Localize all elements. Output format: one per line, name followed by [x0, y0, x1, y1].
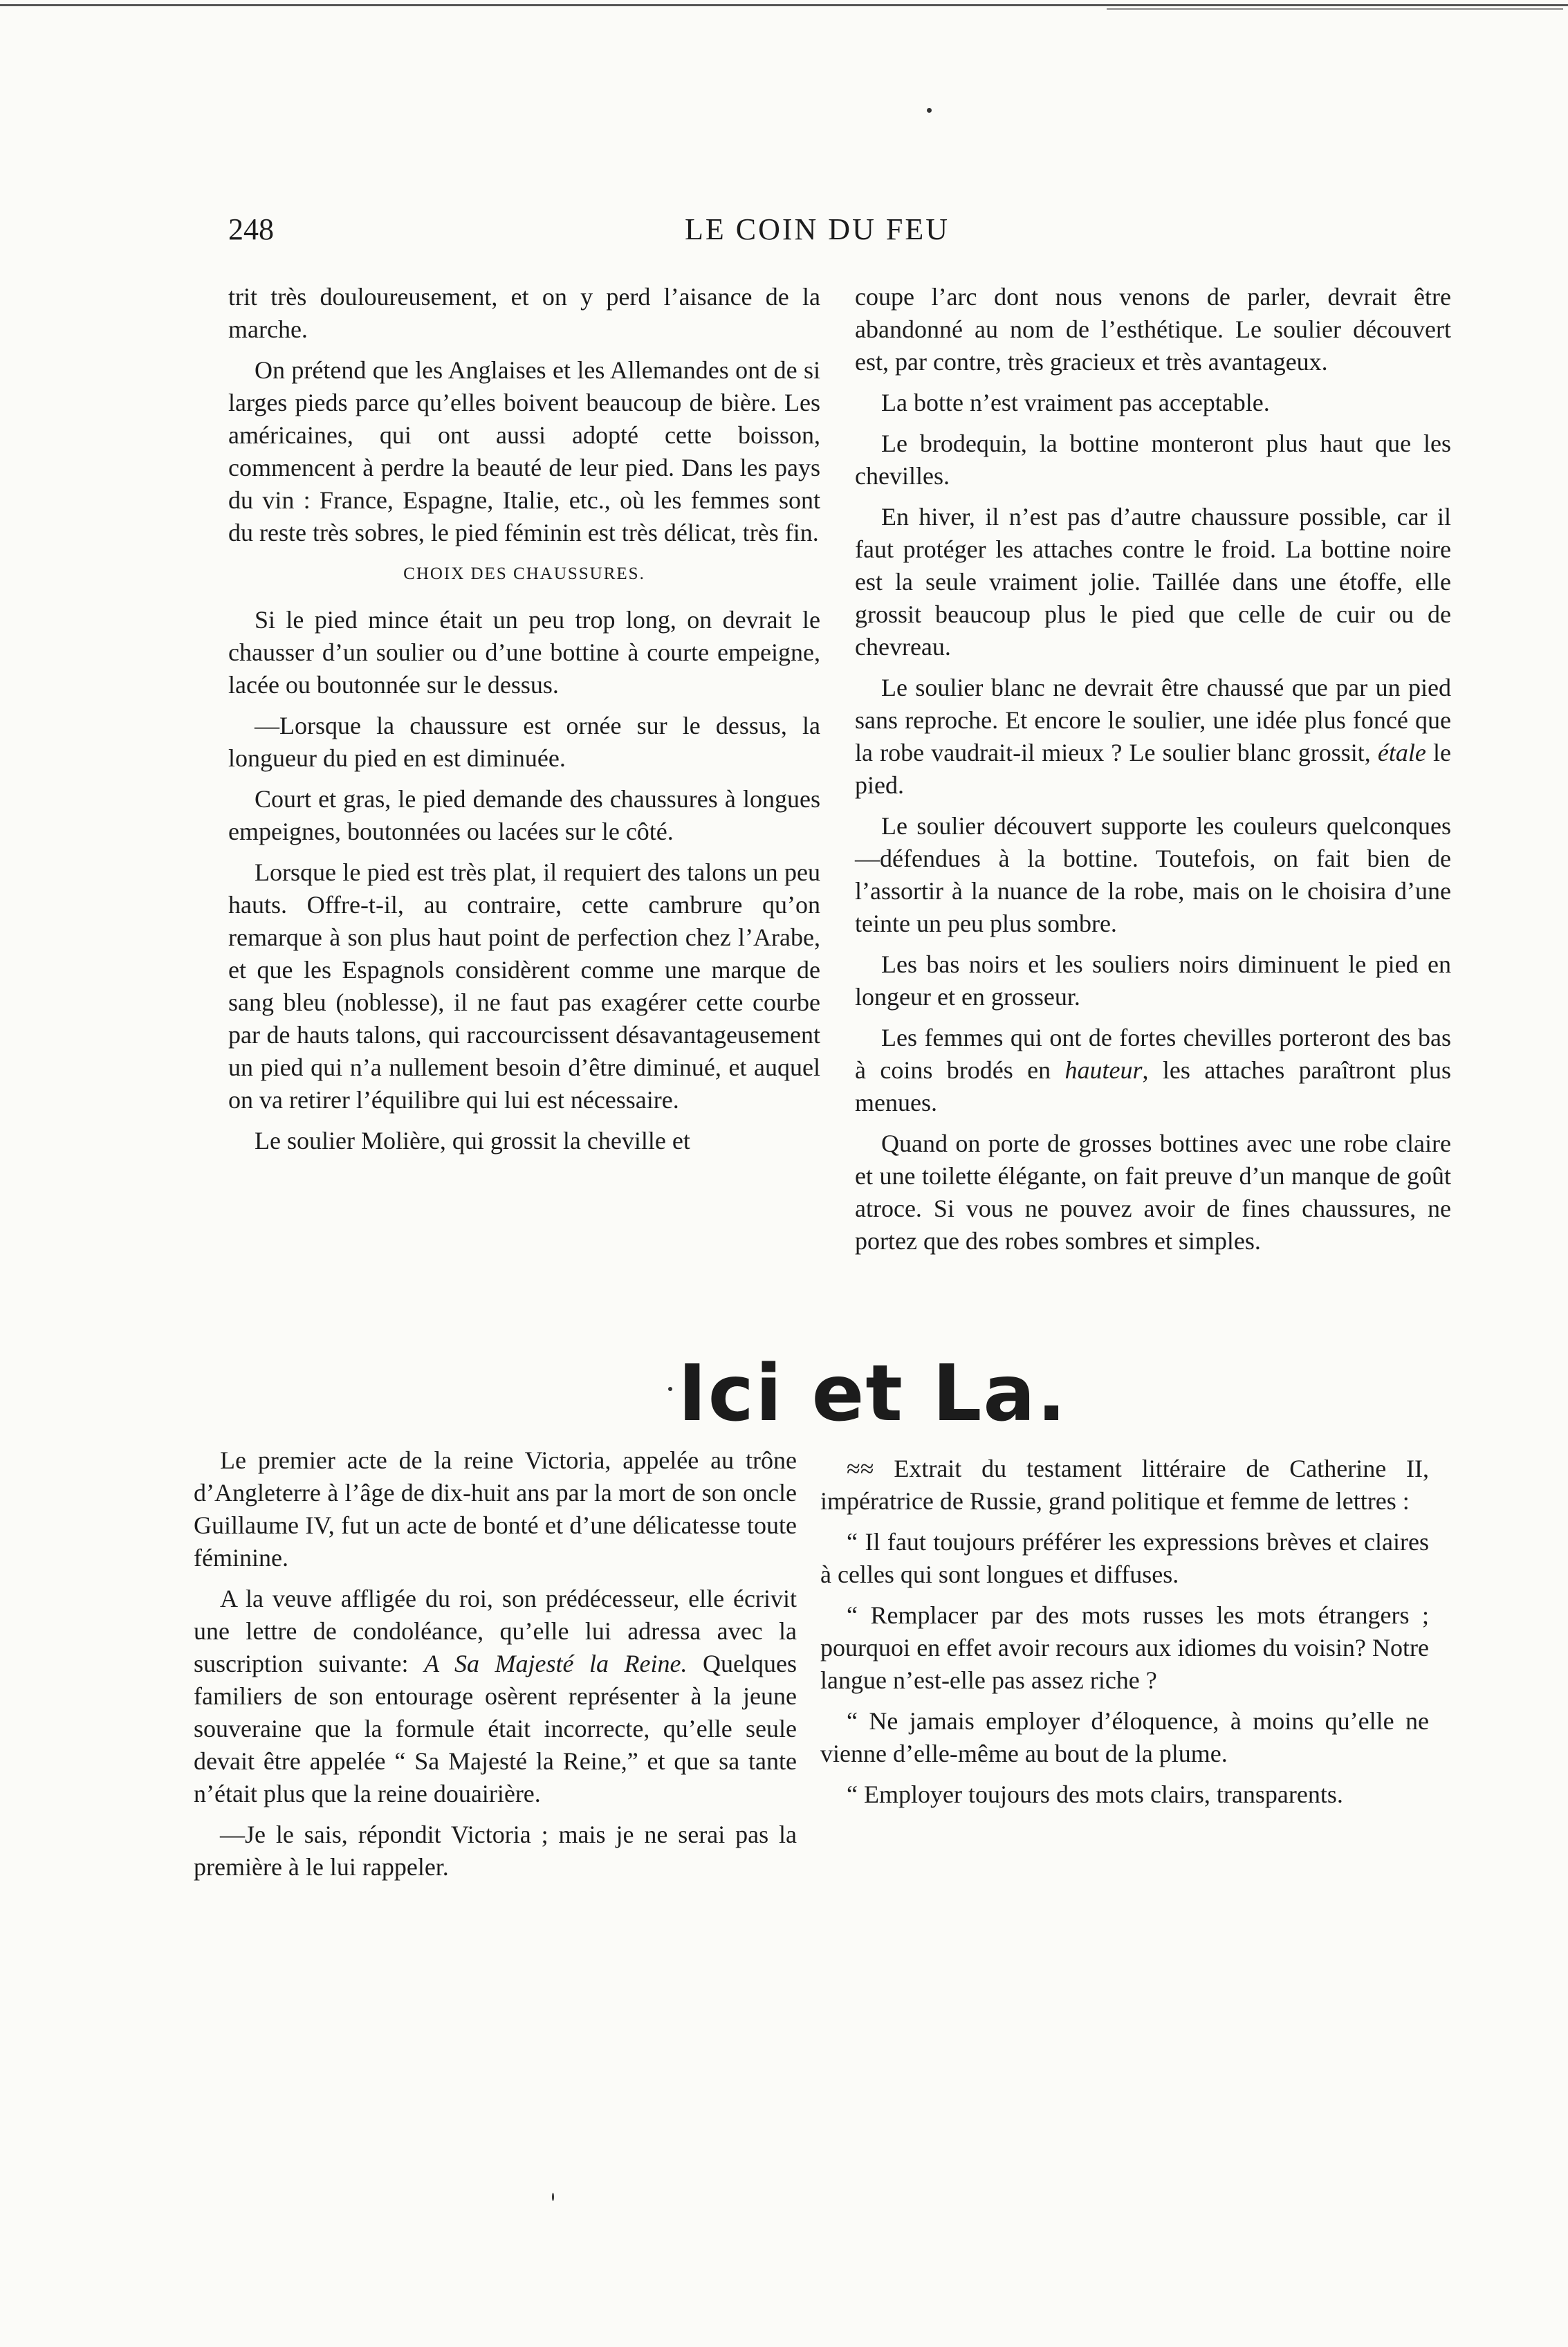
paragraph: “ Employer toujours des mots clairs, transparents.	[847, 1780, 1343, 1808]
text-run: Les femmes qui ont de fortes chevilles porteront des bas à coins brodés en	[855, 1024, 1451, 1084]
paragraph: “ Il faut toujours préférer les expressions brèves et claires à celles qui sont longues et diffuses.	[820, 1528, 1429, 1588]
text-run: A la veuve affligée du roi, son prédécesseur, elle écrivit une lettre de condoléance, qu’elle lui adressa avec la suscription suivante:	[194, 1585, 797, 1677]
text-run: le pied.	[855, 739, 1451, 799]
left-column-top	[228, 281, 820, 1166]
section-title: Ici et La.	[678, 1349, 1068, 1439]
paragraph	[855, 1022, 1451, 1119]
italic-phrase: A Sa Majesté la Reine.	[424, 1650, 688, 1677]
italic-word: hauteur	[1064, 1056, 1143, 1084]
text-run: Le soulier blanc ne devrait être chaussé que par un pied sans reproche. Et encore le soulier, une idée plus foncé que la robe vaudrait-il mieux ? Le soulier blanc grossit,	[855, 674, 1451, 766]
paragraph: Le soulier découvert supporte les couleurs quelconques—défendues à la bottine. Toutefois, on fait bien de l’assortir à la nuance de la robe, mais on le choisira d’une teinte un peu plus sombre.	[855, 812, 1451, 937]
paragraph: —Je le sais, répondit Victoria ; mais je ne serai pas la première à le lui rappeler.	[194, 1821, 797, 1881]
paragraph: ≈≈ Extrait du testament littéraire de Catherine II, impératrice de Russie, grand politique et femme de lettres :	[820, 1455, 1429, 1515]
top-edge-rule-secondary	[1107, 8, 1563, 10]
page-number: 248	[228, 212, 274, 246]
italic-word: étale	[1377, 739, 1426, 766]
paragraph: Le premier acte de la reine Victoria, appelée au trône d’Angleterre à l’âge de dix-huit ans par la mort de son oncle Guillaume IV, fut un acte de bonté et d’une délicatesse toute féminine.	[194, 1446, 797, 1572]
top-edge-rule	[0, 4, 1568, 6]
paragraph: Lorsque le pied est très plat, il requiert des talons un peu hauts. Offre-t-il, au contraire, cette cambrure qu’on remarque à son plus haut point de perfection chez l’Arabe, et que les Espagnols considèrent comme une marque de sang bleu (noblesse), il ne faut pas exagérer cette courbe par de hauts talons, qui raccourcissent désavantageusement un pied qui n’a nullement besoin d’être diminué, et auquel on va retirer l’équilibre qui lui est nécessaire.	[228, 858, 820, 1114]
paragraph: Quand on porte de grosses bottines avec une robe claire et une toilette élégante, on fait preuve d’un manque de goût atroce. Si vous ne pouvez avoir de fines chaussures, ne portez que des robes sombres et simples.	[855, 1130, 1451, 1255]
running-header: LE COIN DU FEU	[685, 212, 950, 246]
paragraph: Court et gras, le pied demande des chaussures à longues empeignes, boutonnées ou lacées sur le côté.	[228, 785, 820, 845]
paragraph: “ Ne jamais employer d’éloquence, à moins qu’elle ne vienne d’elle-même au bout de la plume.	[820, 1707, 1429, 1767]
paragraph: On prétend que les Anglaises et les Allemandes ont de si larges pieds parce qu’elles boivent beaucoup de bière. Les américaines, qui ont aussi adopté cette boisson, commencent à perdre la beauté de leur pied. Dans les pays du vin : France, Espagne, Italie, etc., où les femmes sont du reste très sobres, le pied féminin est très délicat, très fin.	[228, 356, 820, 546]
paragraph: Le brodequin, la bottine monteront plus haut que les chevilles.	[855, 430, 1451, 490]
text-run: Quelques familiers de son entourage osèrent représenter à la jeune souveraine que la formule était incorrecte, qu’elle seule devait être appelée “ Sa Majesté la Reine,” et que sa tante n’était plus que la reine douairière.	[194, 1650, 797, 1807]
paragraph	[194, 1583, 797, 1810]
paragraph: Le soulier Molière, qui grossit la cheville et	[255, 1127, 690, 1154]
left-column-bottom	[194, 1444, 797, 1892]
paragraph: En hiver, il n’est pas d’autre chaussure possible, car il faut protéger les attaches contre le froid. La bottine noire est la seule vraiment jolie. Taillée dans une étoffe, elle grossit beaucoup plus le pied que celle de cuir ou de chevreau.	[855, 503, 1451, 661]
paragraph: “ Remplacer par des mots russes les mots étrangers ; pourquoi en effet avoir recours aux idiomes du voisin? Notre langue n’est-elle pas assez riche ?	[820, 1601, 1429, 1694]
paragraph: trit très douloureusement, et on y perd l’aisance de la marche.	[228, 283, 820, 343]
section-heading: CHOIX DES CHAUSSURES.	[403, 564, 645, 583]
paragraph: —Lorsque la chaussure est ornée sur le dessus, la longueur du pied en est diminuée.	[228, 712, 820, 772]
paragraph	[855, 672, 1451, 802]
print-speck	[927, 108, 932, 113]
paragraph: coupe l’arc dont nous venons de parler, devrait être abandonné au nom de l’esthétique. Le soulier découvert est, par contre, très gracieux et très avantageux.	[855, 283, 1451, 376]
print-speck	[668, 1387, 672, 1391]
paragraph: Si le pied mince était un peu trop long, on devrait le chausser d’un soulier ou d’une bottine à courte empeigne, lacée ou boutonnée sur le dessus.	[228, 606, 820, 699]
right-column-top	[855, 281, 1451, 1266]
right-column-bottom	[820, 1453, 1429, 1819]
text-run: , les attaches paraîtront plus menues.	[855, 1056, 1451, 1116]
print-speck	[552, 2193, 554, 2201]
paragraph: La botte n’est vraiment pas acceptable.	[881, 389, 1270, 416]
paragraph: Les bas noirs et les souliers noirs diminuent le pied en longeur et en grosseur.	[855, 950, 1451, 1011]
